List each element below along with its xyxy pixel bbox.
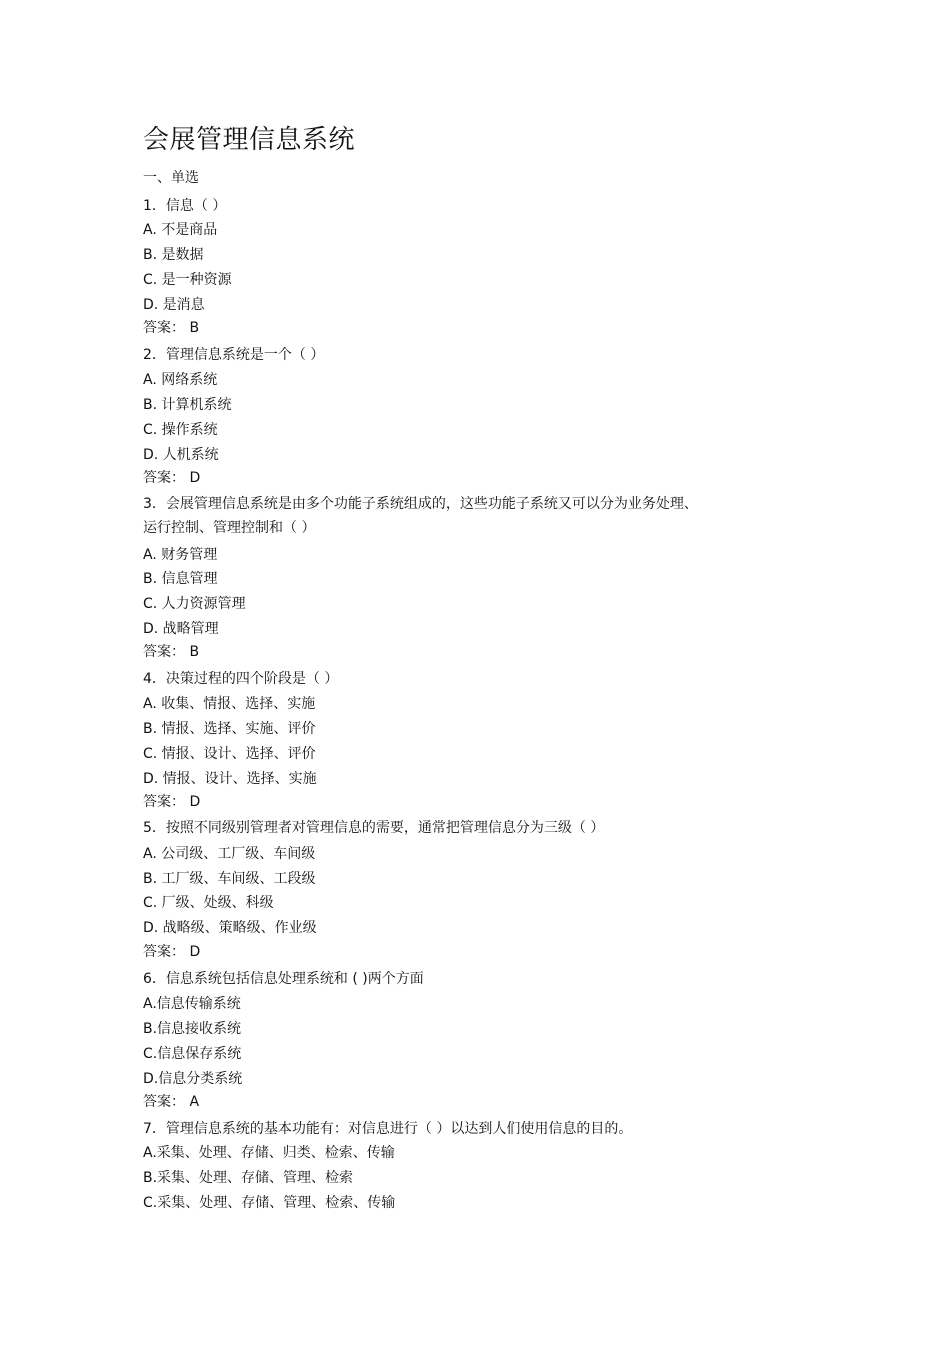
question-1-option-b: B. 是数据: [143, 247, 204, 263]
question-6-option-a: A.信息传输系统: [143, 996, 241, 1012]
question-6-option-c: C.信息保存系统: [143, 1046, 242, 1062]
question-6-answer: 答案： A: [143, 1094, 200, 1110]
question-1-stem: 1．信息（ ）: [143, 198, 227, 214]
question-4-option-b: B. 情报、选择、实施、评价: [143, 721, 316, 737]
question-5-option-d: D. 战略级、策略级、作业级: [143, 920, 317, 936]
question-3-option-c: C. 人力资源管理: [143, 596, 246, 612]
question-5-option-b: B. 工厂级、车间级、工段级: [143, 871, 316, 887]
question-6-option-d: D.信息分类系统: [143, 1071, 243, 1087]
question-1-option-a: A. 不是商品: [143, 222, 218, 238]
question-1-answer: 答案： B: [143, 320, 200, 336]
section-heading: 一、单选: [143, 170, 199, 186]
question-3-option-a: A. 财务管理: [143, 547, 218, 563]
question-7-option-c: C.采集、处理、存储、管理、检索、传输: [143, 1195, 396, 1211]
question-2-stem: 2．管理信息系统是一个（ ）: [143, 347, 325, 363]
question-5-option-a: A. 公司级、工厂级、车间级: [143, 846, 316, 862]
question-7-stem: 7．管理信息系统的基本功能有：对信息进行（ ）以达到人们使用信息的目的。: [143, 1121, 633, 1137]
question-4-stem: 4．决策过程的四个阶段是（ ）: [143, 671, 339, 687]
question-4-option-c: C. 情报、设计、选择、评价: [143, 746, 316, 762]
question-4-option-d: D. 情报、设计、选择、实施: [143, 771, 317, 787]
question-5-option-c: C. 厂级、处级、科级: [143, 895, 274, 911]
question-2-option-a: A. 网络系统: [143, 372, 218, 388]
document-title: 会展管理信息系统: [143, 125, 356, 155]
question-3-answer: 答案： B: [143, 644, 200, 660]
question-1-option-c: C. 是一种资源: [143, 272, 232, 288]
question-5-answer: 答案： D: [143, 944, 201, 960]
question-2-option-b: B. 计算机系统: [143, 397, 232, 413]
question-7-option-a: A.采集、处理、存储、归类、检索、传输: [143, 1145, 395, 1161]
question-4-option-a: A. 收集、情报、选择、实施: [143, 696, 316, 712]
question-3-stem-line-2: 运行控制、管理控制和（ ）: [143, 520, 316, 536]
question-2-option-c: C. 操作系统: [143, 422, 218, 438]
question-4-answer: 答案： D: [143, 794, 201, 810]
question-3-option-d: D. 战略管理: [143, 621, 219, 637]
question-3-stem-line-1: 3．会展管理信息系统是由多个功能子系统组成的，这些功能子系统又可以分为业务处理、: [143, 496, 698, 512]
question-6-option-b: B.信息接收系统: [143, 1021, 242, 1037]
question-5-stem: 5．按照不同级别管理者对管理信息的需要，通常把管理信息分为三级（ ）: [143, 820, 605, 836]
question-2-option-d: D. 人机系统: [143, 447, 219, 463]
question-7-option-b: B.采集、处理、存储、管理、检索: [143, 1170, 354, 1186]
question-2-answer: 答案： D: [143, 470, 201, 486]
question-1-option-d: D. 是消息: [143, 297, 205, 313]
question-3-option-b: B. 信息管理: [143, 571, 218, 587]
question-6-stem: 6．信息系统包括信息处理系统和 ( )两个方面: [143, 971, 424, 987]
